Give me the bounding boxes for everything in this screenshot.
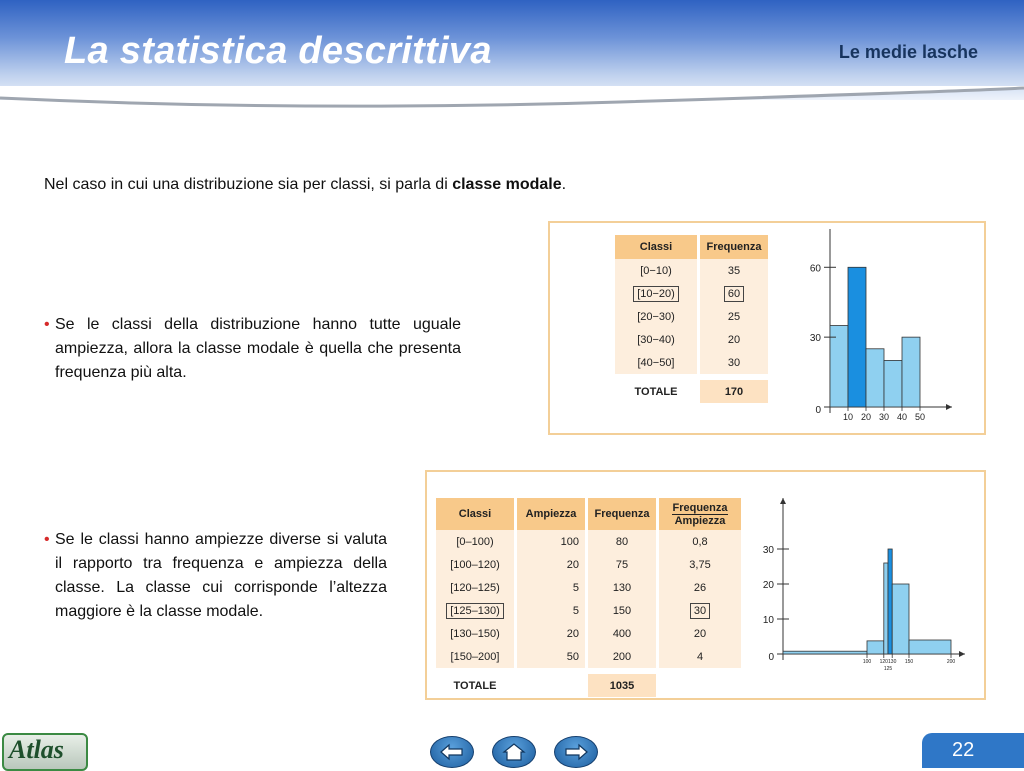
table-cell: [100–120) <box>450 558 500 571</box>
x-tick-label: 30 <box>878 412 890 422</box>
table-row <box>615 351 768 374</box>
table-row <box>436 645 741 668</box>
histogram-bar-modal <box>888 549 892 654</box>
header-swoosh <box>0 86 1024 116</box>
histogram-bar <box>884 563 888 654</box>
x-tick-label: 120 <box>879 659 888 665</box>
table-total-row <box>615 380 768 403</box>
table-cell: 80 <box>615 535 629 548</box>
home-icon <box>501 742 527 762</box>
table2-header-classi: Classi <box>436 498 514 530</box>
x-axis-arrow <box>946 404 952 410</box>
table-cell: 130 <box>612 581 632 594</box>
origin-label: 0 <box>815 405 821 416</box>
table-cell: 3,75 <box>689 558 711 571</box>
y-axis-arrow <box>780 498 786 504</box>
table-cell: 100 <box>560 535 579 548</box>
bullet-dot: • <box>44 531 50 548</box>
table-cell: [0–100) <box>456 535 494 548</box>
table-cell: 75 <box>615 558 629 571</box>
table2-header-ampiezza: Ampiezza <box>517 498 585 530</box>
bullet-equal-width: • Se le classi della distribuzione hanno tutte uguale ampiezza, allora la classe modale è quella che presenta frequenza più alta. <box>55 313 461 385</box>
bullet-dot: • <box>44 316 50 333</box>
slide-title: La statistica descrittiva <box>64 30 492 72</box>
table-cell: 25 <box>727 310 741 323</box>
histogram-bar <box>783 651 867 654</box>
y-tick-label: 30 <box>762 545 774 556</box>
table-cell: [30−40) <box>637 333 675 346</box>
x-tick-label: 150 <box>904 659 914 665</box>
x-tick-label: 50 <box>914 412 926 422</box>
section-subtitle: Le medie lasche <box>838 42 978 62</box>
table-cell: 50 <box>566 650 579 663</box>
x-tick-label-extra: 125 <box>883 666 893 672</box>
table-cell: 20 <box>727 333 741 346</box>
table-cell: [125–130) <box>446 603 504 619</box>
table-cell: 35 <box>727 264 741 277</box>
intro-text: Nel caso in cui una distribuzione sia per classi, si parla di classe modale. <box>44 176 567 193</box>
total-value: 170 <box>700 380 768 403</box>
prev-slide-button[interactable] <box>430 736 474 768</box>
x-tick-label: 40 <box>896 412 908 422</box>
total-label: TOTALE <box>436 674 514 697</box>
table-row <box>436 576 741 599</box>
table-cell: 20 <box>566 558 579 571</box>
frequency-table-2 <box>433 498 744 697</box>
table-cell: 200 <box>612 650 632 663</box>
page-number: 22 <box>952 739 975 761</box>
x-tick-label: 200 <box>946 659 956 665</box>
table1-header-classi: Classi <box>615 235 697 259</box>
table-cell: [130–150) <box>450 627 500 640</box>
histogram-bar <box>867 641 884 654</box>
histogram-bar <box>892 584 909 654</box>
table-cell: [10−20) <box>633 286 679 302</box>
table-row <box>615 328 768 351</box>
table-row <box>615 305 768 328</box>
total-value: 1035 <box>588 674 656 697</box>
example-panel-different <box>425 470 986 700</box>
frequency-table-1 <box>612 235 771 403</box>
table-cell: 26 <box>693 581 707 594</box>
table-cell: 0,8 <box>692 535 708 548</box>
histogram-1 <box>794 229 984 429</box>
header-bar <box>0 0 1024 100</box>
histogram-bar <box>902 337 920 407</box>
histogram-bar-modal <box>848 267 866 407</box>
example-panel-equal <box>548 221 986 435</box>
table-cell: 4 <box>696 650 704 663</box>
origin-label: 0 <box>768 652 774 663</box>
table-cell: 30 <box>690 603 710 619</box>
x-tick-label: 10 <box>842 412 854 422</box>
table-cell: 150 <box>612 604 632 617</box>
x-tick-label: 100 <box>862 659 872 665</box>
arrow-left-icon <box>439 742 465 762</box>
ratio-fraction: $\frac{\text{Frequenza}}{\text{Ampiezza}}$ <box>672 501 728 527</box>
table-cell: 20 <box>566 627 579 640</box>
x-axis-arrow <box>959 651 965 657</box>
table-total-row <box>436 674 741 697</box>
table-row <box>615 259 768 282</box>
table-cell: 5 <box>572 581 579 594</box>
arrow-right-icon <box>563 742 589 762</box>
intro-bold: classe modale <box>452 176 562 193</box>
y-tick-label: 20 <box>762 580 774 591</box>
table-row <box>436 530 741 553</box>
table-cell: 20 <box>693 627 707 640</box>
table1-header-frequenza: Frequenza <box>700 235 768 259</box>
histogram-bar <box>866 349 884 407</box>
histogram-bar <box>884 360 902 407</box>
page-number-box <box>922 733 1024 768</box>
table-cell: 60 <box>724 286 744 302</box>
x-tick-label: 20 <box>860 412 872 422</box>
bullet-different-width: • Se le classi hanno ampiezze diverse si valuta il rapporto tra frequenza e ampiezza della classe. La classe cui corrisponde l’altezza maggiore è la classe modale. <box>55 528 387 624</box>
table-cell: 5 <box>572 604 579 617</box>
table2-header-frequenza: Frequenza <box>588 498 656 530</box>
home-button[interactable] <box>492 736 536 768</box>
histogram-2 <box>745 490 981 696</box>
x-tick-label: 130 <box>888 659 897 665</box>
y-tick-label: 30 <box>809 333 821 345</box>
table-row <box>436 599 741 622</box>
table-cell: 400 <box>612 627 632 640</box>
table-row <box>436 553 741 576</box>
table-cell: [120–125) <box>450 581 500 594</box>
table-cell: [40−50] <box>637 356 675 369</box>
y-tick-label: 60 <box>809 263 821 275</box>
table-cell: [0−10) <box>640 264 672 277</box>
table-cell: [20−30) <box>637 310 675 323</box>
table-cell: 30 <box>727 356 741 369</box>
y-tick-label: 10 <box>762 615 774 626</box>
next-slide-button[interactable] <box>554 736 598 768</box>
table-row <box>436 622 741 645</box>
histogram-bar <box>830 326 848 408</box>
histogram-bar <box>909 640 951 654</box>
total-label: TOTALE <box>615 380 697 403</box>
atlas-logo: Atlas <box>2 733 88 771</box>
table-cell: [150–200] <box>450 650 500 663</box>
table-row <box>615 282 768 305</box>
table2-header-ratio <box>659 498 741 530</box>
